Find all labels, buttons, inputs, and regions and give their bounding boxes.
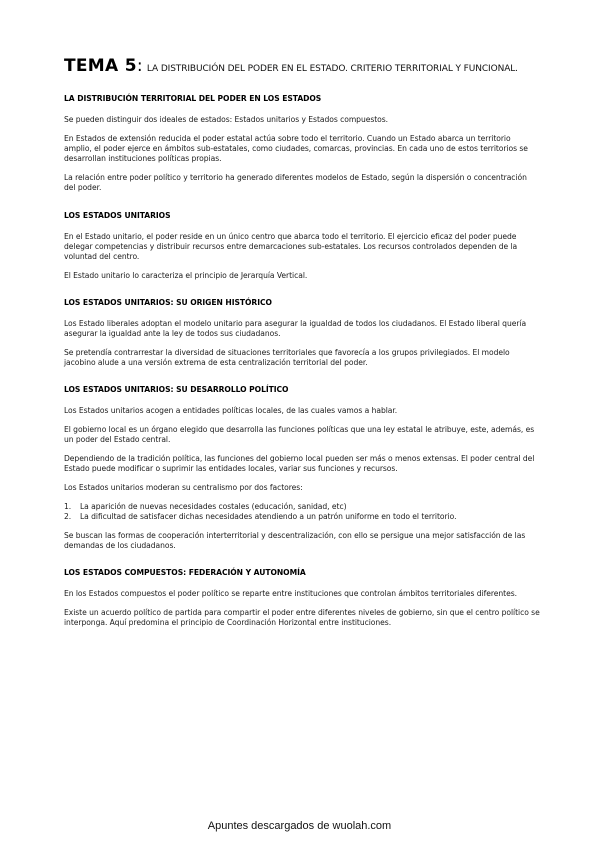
document-title	[64, 56, 540, 76]
section-heading: LA DISTRIBUCIÓN TERRITORIAL DEL PODER EN LOS ESTADOS	[64, 94, 322, 103]
section-estados-compuestos	[64, 568, 540, 628]
section-heading: LOS ESTADOS UNITARIOS	[64, 211, 171, 220]
paragraph: El Estado unitario lo caracteriza el principio de Jerarquía Vertical.	[64, 271, 308, 280]
paragraph: Los Estado liberales adoptan el modelo unitario para asegurar la igualdad de todos los ciudadanos. El Estado liberal quería asegurar la igualdad ante la ley de todos sus ciudadanos.	[64, 319, 527, 338]
paragraph: La relación entre poder político y territorio ha generado diferentes modelos de Estado, según la dispersión o concentración del poder.	[64, 173, 527, 192]
paragraph: En Estados de extensión reducida el poder estatal actúa sobre todo el territorio. Cuando un Estado abarca un territorio amplio, el poder ejerce en ámbitos sub-estatales, como ciudades, comarcas, provincias. En cada uno de estos territorios se desarrollan instituciones políticas propias.	[64, 134, 528, 163]
paragraph: En el Estado unitario, el poder reside en un único centro que abarca todo el territorio. El ejercicio eficaz del poder puede delegar competencias y distribuir recursos entre demarcaciones sub-estatales. Los recursos controlados dependen de la voluntad del centro.	[64, 232, 518, 261]
section-distribucion-territorial	[64, 94, 540, 193]
paragraph: Dependiendo de la tradición política, las funciones del gobierno local pueden ser más o menos extensas. El poder central del Estado puede modificar o suprimir las entidades locales, variar sus funciones y recursos.	[64, 454, 535, 473]
section-heading: LOS ESTADOS UNITARIOS: SU ORIGEN HISTÓRICO	[64, 298, 272, 307]
list-number: 2.	[64, 512, 72, 521]
list-item	[64, 502, 540, 512]
paragraph: Se buscan las formas de cooperación interterritorial y descentralización, con ello se persigue una mejor satisfacción de las demandas de los ciudadanos.	[64, 531, 526, 550]
page-footer: Apuntes descargados de wuolah.com	[207, 820, 392, 832]
section-desarrollo-politico	[64, 385, 540, 551]
section-origen-historico	[64, 298, 540, 368]
paragraph: Se pretendía contrarrestar la diversidad de situaciones territoriales que favorecía a los grupos privilegiados. El modelo jacobino alude a una versión extrema de esta centralización territorial del poder.	[64, 348, 510, 367]
section-heading: LOS ESTADOS UNITARIOS: SU DESARROLLO POLÍTICO	[64, 385, 289, 394]
section-estados-unitarios	[64, 211, 540, 281]
list-number: 1.	[64, 502, 72, 511]
document-page	[64, 56, 540, 645]
paragraph: Los Estados unitarios acogen a entidades políticas locales, de las cuales vamos a hablar.	[64, 406, 398, 415]
paragraph: En los Estados compuestos el poder político se reparte entre instituciones que controlan ámbitos territoriales diferentes.	[64, 589, 517, 598]
topic-title: LA DISTRIBUCIÓN DEL PODER EN EL ESTADO. CRITERIO TERRITORIAL Y FUNCIONAL.	[146, 64, 518, 74]
list-item	[64, 512, 540, 522]
paragraph: Existe un acuerdo político de partida para compartir el poder entre diferentes niveles de gobierno, sin que el centro político se interponga. Aquí predomina el principio de Coordinación Horizontal entre instituciones.	[64, 608, 540, 627]
section-heading: LOS ESTADOS COMPUESTOS: FEDERACIÓN Y AUTONOMÍA	[64, 568, 306, 577]
numbered-list	[64, 502, 540, 522]
list-text: La dificultad de satisfacer dichas necesidades atendiendo a un patrón uniforme en todo el territorio.	[80, 512, 457, 521]
title-colon: :	[136, 56, 143, 76]
paragraph: El gobierno local es un órgano elegido que desarrolla las funciones políticas que una ley estatal le atribuye, este, además, es un poder del Estado central.	[64, 425, 535, 444]
paragraph: Se pueden distinguir dos ideales de estados: Estados unitarios y Estados compuestos.	[64, 115, 389, 124]
paragraph: Los Estados unitarios moderan su centralismo por dos factores:	[64, 483, 303, 492]
topic-number: TEMA 5	[64, 56, 137, 76]
list-text: La aparición de nuevas necesidades costales (educación, sanidad, etc)	[80, 502, 347, 511]
